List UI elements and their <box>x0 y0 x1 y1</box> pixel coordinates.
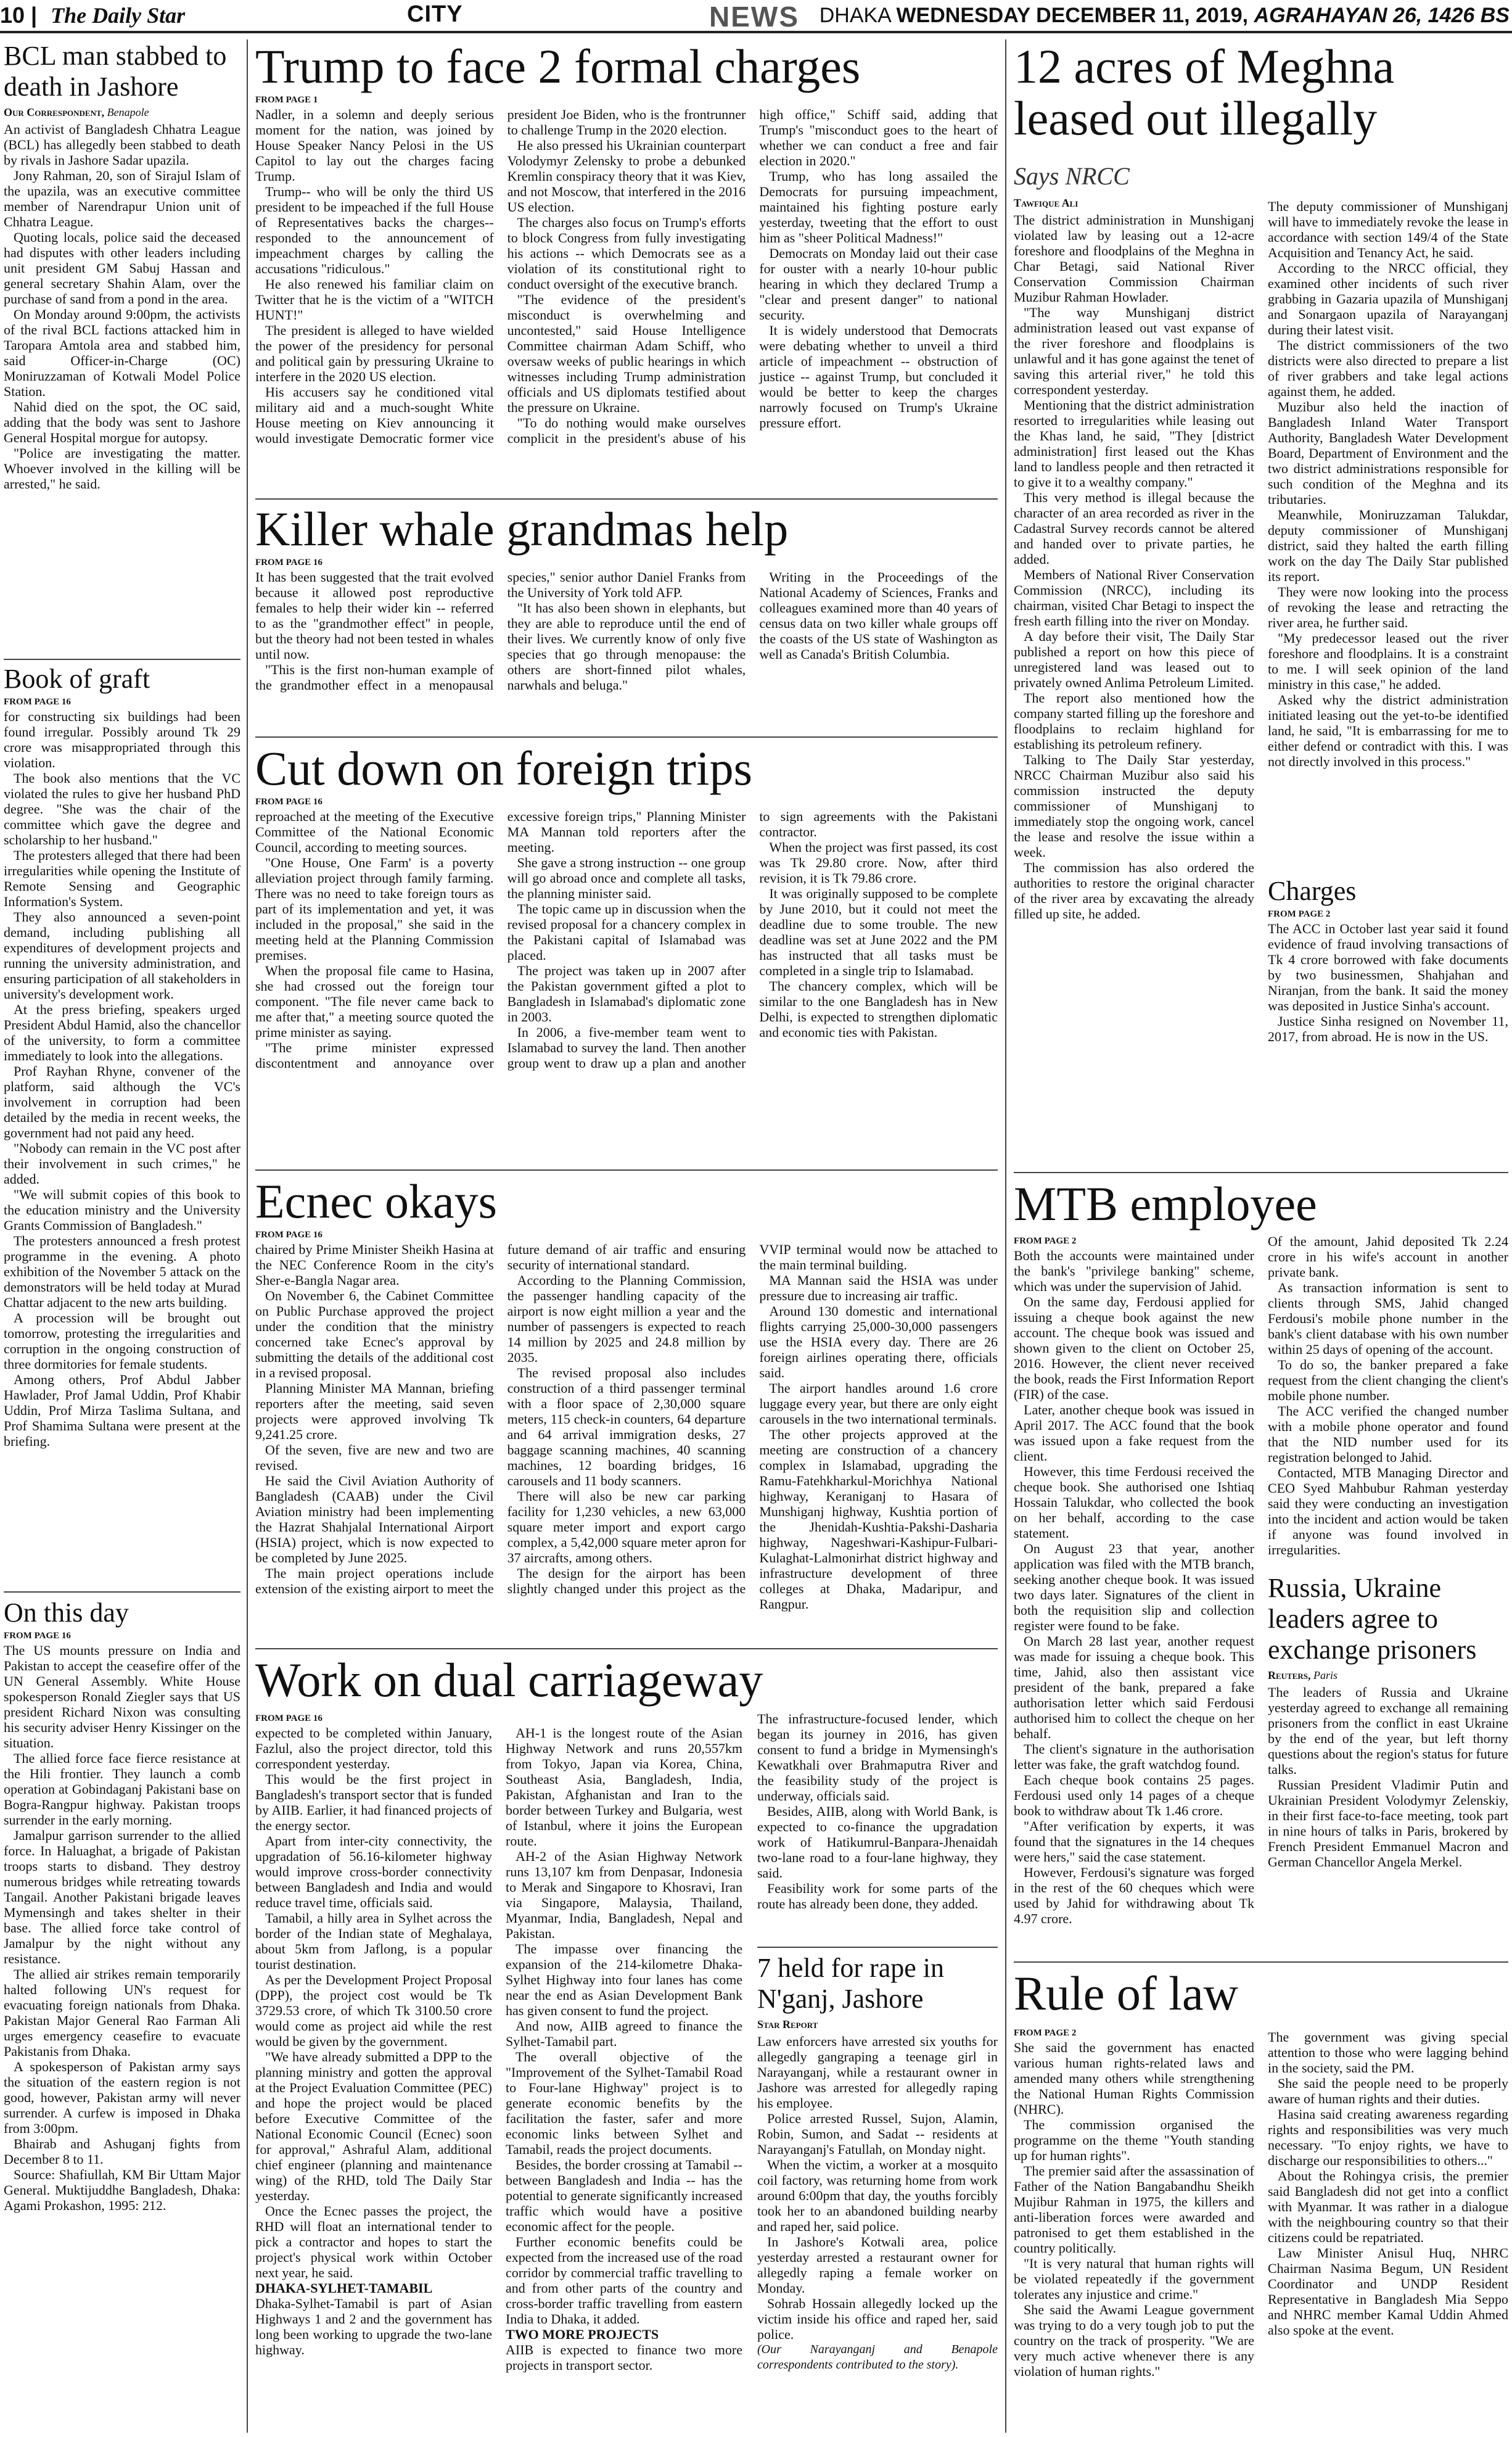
article-trump <box>255 41 998 516</box>
headline: Rule of law <box>1014 1968 1238 2020</box>
article-body: The US mounts pressure on India and Pakistan to accept the ceasefire offer of the UN General Assembly. White House spokesperson Ronald Ziegler says that US president Richard Nixon was consulting his security adviser Henry Kissinger on the situation. The allied force face fierce resistance at the Hili frontier. They launch a comb operation at Gobindaganj Pakistani base on Bogra-Rangpur highway. Pakistan troops surrender in the early morning. Jamalpur garrison surrender to the allied force. In Haluaghat, a brigade of Pakistan troops starts to disband. They destroy numerous bridges while retreating towards Tangail. Another Pakistani brigade leaves Mymensingh and takes shelter in their base. The allied force take control of Jamalpur by the night without any resistance. The allied air strikes remain temporarily halted following UN's request for evacuating foreign nationals from Dhaka. Pakistan Major General Rao Farman Ali urges emergency ceasefire to evacuate Pakistanis from Dhaka. A spokesperson of Pakistan army says the situation of the eastern region is not good, however, Pakistan army will never surrender. A curfew is imposed in Dhaka from 3:00pm. Bhairab and Ashuganj fights from December 8 to 11. Source: Shafiullah, KM Bir Uttam Major General. Muktijuddhe Bangladesh, Dhaka: Agami Prokashon, 1995: 212. <box>4 1643 240 2213</box>
page-masthead <box>0 0 1512 33</box>
article-meghna-continued <box>1268 199 1508 871</box>
byline: Reuters, Paris <box>1268 1669 1338 1681</box>
headline: Russia, Ukraine leaders agree to exchange prisoners <box>1268 1573 1477 1665</box>
article-killer-whale <box>255 503 998 732</box>
section-divider <box>255 1648 998 1649</box>
article-on-this-day <box>4 1598 240 2430</box>
section-label: CITY <box>407 1 463 27</box>
article-body: expected to be completed within January, Fazlul, also the project director, told this correspondent yesterday. This would be the first project in Bangladesh's transport sector that is funded by AIIB. Earlier, it had financed projects of the energy sector. Apart from inter-city connectivity, the upgradation of 56.16-kilometer highway would improve cross-border connectivity between Bangladesh and India and would reduce travel time, officials said. Tamabil, a hilly area in Sylhet across the border of the Indian state of Meghalaya, about 5km from Jaflong, is a popular tourist destination. As per the Development Project Proposal (DPP), the project cost would be Tk 3729.53 crore, of which Tk 3100.50 crore would come as project aid while the rest would be given by the government. "We have already submitted a DPP to the planning ministry and gotten the approval at the Project Evaluation Committee (PEC) and hope the project would be placed before Executive Committee of the National Economic Council (Ecnec) soon for approval," Ashraful Alam, additional chief engineer (planning and maintenance wing) of the RHD, told The Daily Star yesterday. Once the Ecnec passes the project, the RHD will float an international tender to pick a contractor and hopes to start the project's physical work within October next year, he said. DHAKA-SYLHET-TAMABIL Dhaka-Sylhet-Tamabil is part of Asian Highways 1 and 2 and the government has long been working to upgrade the two-lane highway. AH-1 is the longest route of the Asian Highway Network and runs 20,557km from Tokyo, Japan via Korea, China, Southeast Asia, Bangladesh, India, Pakistan, Afghanistan and Iran to the border between Turkey and Bulgaria, west of Istanbul, where it joins the European route. AH-2 of the Asian Highway Network runs 13,107 km from Denpasar, Indonesia to Merak and Singapore to Khosravi, Iran via Singapore, Malaysia, Thailand, Myanmar, India, Bangladesh, Nepal and Pakistan. The impasse over financing the expansion of the 214-kilometre Dhaka-Sylhet Highway into four lanes has come near the end as Asian Development Bank has given consent to fund the project. And now, AIIB agreed to finance the Sylhet-Tamabil part. The overall objective of the "Improvement of the Sylhet-Tamabil Road to Four-lane Highway" project is to generate economic benefits by the facilitation the faster, safer and more economic links between Sylhet and Tamabil, reads the project documents. Besides, the border crossing at Tamabil -- between Bangladesh and India -- has the potential to generate significantly increased traffic which would have a positive economic affect for the people. Further economic benefits could be expected from the increased use of the road corridor by commercial traffic travelling to and from other parts of the country and cross-border traffic travelling from eastern India to Dhaka, it added. TWO MORE PROJECTS AIIB is expected to finance two more projects in transport sector. <box>255 1725 742 2373</box>
column-divider <box>1005 39 1006 2433</box>
masthead-left: 10 | The Daily Star <box>0 2 186 28</box>
article-body: chaired by Prime Minister Sheikh Hasina at the NEC Conference Room in the city's Sher-e-Bangla Nagar area. On November 6, the Cabinet Committee on Public Purchase approved the project under the condition that the ministry concerned take Ecnec's approval by submitting the details of the additional cost in a revised proposal. Planning Minister MA Mannan, briefing reporters after the meeting, said seven projects were approved involving Tk 9,241.25 crore. Of the seven, five are new and two are revised. He said the Civil Aviation Authority of Bangladesh (CAAB) under the Civil Aviation ministry had been implementing the Hazrat Shahjalal International Airport (HSIA) project, which is now expected to be completed by June 2025. The main project operations include extension of the existing airport to meet the future demand of air traffic and ensuring security of international standard. According to the Planning Commission, the passenger handling capacity of the airport is now eight million a year and the number of passengers is expected to reach 14 million by 2025 and 24.8 million by 2035. The revised proposal also includes construction of a third passenger terminal with a floor space of 2,30,000 square meters, 115 check-in counters, 64 departure and 64 arrival immigration desks, 27 baggage scanning machines, 40 scanning machines, 12 boarding bridges, 16 carousels and 11 body scanners. There will also be new car parking facility for 1,230 vehicles, a new 63,000 square meter import and export cargo complex, a 5,42,000 square meter apron for 37 aircrafts, among others. The design for the airport has been slightly changed under this project as the VVIP terminal would now be attached to the main terminal building. MA Mannan said the HSIA was under pressure due to increasing air traffic. Around 130 domestic and international flights carrying 25,000-30,000 passengers use the HSIA every day. There are 26 foreign airlines operating there, officials said. The airport handles around 1.6 crore luggage every year, but there are only eight carousels in the two international terminals. The other projects approved at the meeting are construction of a chancery complex in Islamabad, upgrading the Ramu-Fatehkharkul-Morichhya National highway, Keraniganj to Hasara of Munshiganj highway, Kushtia portion of the Jhenidah-Kushtia-Pakshi-Dasharia highway, Nageshwari-Kashipur-Fulbari-Kulaghat-Lalmonirhat district highway and infrastructure development of three colleges at Dhaka, Madaripur, and Rangpur. <box>255 1242 998 1612</box>
jump-line: FROM PAGE 16 <box>4 1631 71 1641</box>
jump-line: FROM PAGE 2 <box>1268 909 1331 919</box>
jump-line: FROM PAGE 2 <box>1014 1236 1077 1246</box>
article-body: The ACC in October last year said it found evidence of fraud involving transactions of Tk 4 crore borrowed with fake documents by two businessmen, Shahjahan and Niranjan, from the bank. It said the money was deposited in Justice Sinha's account. Justice Sinha resigned on November 11, 2017, from abroad. He is now in the US. <box>1268 921 1508 1044</box>
article-dual-carriageway-continued <box>757 1711 998 1958</box>
article-rule-of-law <box>1014 2026 1254 2430</box>
byline: Tawfique Ali <box>1014 197 1079 209</box>
article-foreign-trips <box>255 743 998 1162</box>
subtitle: Says NRCC <box>1014 162 1130 190</box>
headline: Cut down on foreign trips <box>255 743 752 795</box>
jump-line: FROM PAGE 16 <box>255 558 323 567</box>
section-divider <box>757 1947 998 1948</box>
headline: Book of graft <box>4 664 150 694</box>
headline: Trump to face 2 formal charges <box>255 41 861 93</box>
headline: Charges <box>1268 876 1357 906</box>
article-mtb-continued <box>1268 1234 1508 1567</box>
section-divider <box>255 498 998 500</box>
headline-dual-carriageway <box>255 1654 998 1716</box>
page-number: 10 <box>0 2 25 28</box>
article-rape <box>757 1953 998 2430</box>
headline: 7 held for rape in N'ganj, Jashore <box>757 1953 944 2014</box>
article-ecnec <box>255 1176 998 1669</box>
article-meghna <box>1014 158 1254 1169</box>
article-russia-ukraine <box>1268 1573 1508 1961</box>
byline: Our Correspondent, Benapole <box>4 106 149 118</box>
section-divider <box>255 736 998 738</box>
section-divider <box>4 1591 240 1593</box>
column-divider <box>247 39 248 2433</box>
jump-line: FROM PAGE 16 <box>255 797 323 807</box>
headline-rule-of-law <box>1014 1968 1507 2029</box>
section-divider <box>1014 1961 1508 1963</box>
article-body: She said the government has enacted various human rights-related laws and amended many others while strengthening the National Human Rights Commission (NHRC). The commission organised the programme on the theme "Youth standing up for human rights". The premier said after the assassination of Father of the Nation Bangabandhu Sheikh Mujibur Rahman in 1975, the killers and anti-liberation forces were awarded and patronised to get them established in the country politically. "It is very natural that human rights will be violated repeatedly if the government tolerates any injustice and crime." She said the Awami League government was trying to do a very tough job to put the country on the track of prosperity. "We are very much active whenever there is any violation of human rights." <box>1014 2040 1254 2379</box>
article-mtb <box>1014 1234 1254 1949</box>
section-divider <box>4 659 240 660</box>
headline: 12 acres of Meghna leased out illegally <box>1014 41 1395 145</box>
article-body: Of the amount, Jahid deposited Tk 2.24 crore in his wife's account in another private bank. As transaction information is sent to clients through SMS, Jahid changed Ferdousi's mobile phone number in the bank's client database with his own number within 25 days of opening of the account. To do so, the banker prepared a fake request from the client changing the client's mobile phone number. The ACC verified the changed number with a mobile phone operator and found that the NID number used for its registration belonged to Jahid. Contacted, MTB Managing Director and CEO Syed Mahbubur Rahman yesterday said they were conducting an investigation into the incident and action would be taken if anyone was found involved in irregularities. <box>1268 1234 1508 1557</box>
headline: Ecnec okays <box>255 1176 497 1228</box>
jump-line: FROM PAGE 16 <box>255 1713 323 1723</box>
headline: BCL man stabbed to death in Jashore <box>4 41 227 102</box>
article-bcl <box>4 41 240 670</box>
article-graft <box>4 664 240 1614</box>
jump-line: FROM PAGE 16 <box>255 1230 323 1240</box>
headline: MTB employee <box>1014 1178 1317 1231</box>
article-body: An activist of Bangladesh Chhatra League (BCL) has allegedly been stabbed to death by rivals in Jashore Sadar upazila. Jony Rahman, 20, son of Sirajul Islam of the upazila, was an executive committee member of Narendrapur Union unit of Chhatra League. Quoting locals, police said the deceased had disputes with other leaders including unit president GM Sabuj Hassan and general secretary Shahin Alam, over the purchase of sand from a pond in the area. On Monday around 9:00pm, the activists of the rival BCL factions attacked him in Taropara Amtola area and stabbed him, said Officer-in-Charge (OC) Moniruzzaman of Kotwali Model Police Station. Nahid died on the spot, the OC said, adding that the body was sent to Jashore General Hospital morgue for autopsy. "Police are investigating the matter. Whoever involved in the killing will be arrested," he said. <box>4 122 240 492</box>
byline: Star Report <box>757 2018 818 2031</box>
headline-mtb <box>1014 1178 1507 1237</box>
headline: Killer whale grandmas help <box>255 503 789 556</box>
section-label-news: NEWS <box>709 1 799 33</box>
section-divider <box>255 1169 998 1171</box>
article-rule-of-law-continued <box>1268 2029 1508 2430</box>
jump-line: FROM PAGE 1 <box>255 95 318 105</box>
article-body: Law enforcers have arrested six youths for allegedly gangraping a teenage girl in Narayanganj, while a restaurant owner in Jashore was arrested for allegedly raping his employee. Police arrested Russel, Sujon, Alamin, Robin, Sumon, and Sadat -- residents at Narayanganj's Fatullah, on Monday night. When the victim, a worker at a mosquito coil factory, was returning home from work around 6:00pm that day, the youths forcibly took her to an abandoned building nearby and raped her, said police. In Jashore's Kotwali area, police yesterday arrested a restaurant owner for allegedly raping a female worker on Monday. Sohrab Hossain allegedly locked up the victim inside his office and raped her, said police. (Our Narayanganj and Benapole correspondents contributed to the story). <box>757 2034 998 2372</box>
article-body: It has been suggested that the trait evolved because it allowed post reproductive females to help their wider kin -- referred to as the "grandmother effect" in people, but the theory had not been tested in whales until now. "This is the first non-human example of the grandmother effect in a menopausal species," senior author Daniel Franks from the University of York told AFP. "It has also been shown in elephants, but they are able to reproduce until the end of their lives. We currently know of only five species that go through menopause: the others are short-finned pilot whales, narwhals and beluga." Writing in the Proceedings of the National Academy of Sciences, Franks and colleagues examined more than 40 years of census data on two killer whale groups off the coasts of the US state of Washington as well as Canada's British Columbia. <box>255 569 998 693</box>
section-divider <box>1014 1172 1508 1173</box>
article-body: Nadler, in a solemn and deeply serious moment for the nation, was joined by House Speaker Nancy Pelosi in the US Capitol to lay out the charges facing Trump. Trump-- who will be only the third US president to be impeached if the full House of Representatives backs the charges--responded to the announcement of impeachment charges by calling the accusations "ridiculous." He also renewed his familiar claim on Twitter that he is the victim of a "WITCH HUNT!" The president is alleged to have wielded the power of the presidency for personal and political gain by pressuring Ukraine to interfere in the 2020 US election. His accusers say he conditioned vital military aid and a much-sought White House meeting on Kiev announcing it would investigate Democratic former vice president Joe Biden, who is the frontrunner to challenge Trump in the 2020 election. He also pressed his Ukrainian counterpart Volodymyr Zelensky to probe a debunked Kremlin conspiracy theory that it was Kiev, and not Moscow, that interfered in the 2016 US election. The charges also focus on Trump's efforts to block Congress from fully investigating his actions -- which Democrats see as a violation of its constitutional right to conduct oversight of the executive branch. "The evidence of the president's misconduct is overwhelming and uncontested," said House Intelligence Committee chairman Adam Schiff, who oversaw weeks of public hearings in which witnesses including Trump administration officials and US diplomats testified about the pressure on Ukraine. "To do nothing would make ourselves complicit in the president's abuse of his high office," Schiff said, adding that Trump's "misconduct goes to the heart of whether we can conduct a free and fair election in 2020." Trump, who has long assailed the Democrats for pursuing impeachment, maintained his fighting posture early yesterday, tweeting that the effort to oust him as "sheer Political Madness!" Democrats on Monday laid out their case for ouster with a nearly 10-hour public hearing in which they declared Trump a "clear and present danger" to national security. It is widely understood that Democrats were debating whether to unveil a third article of impeachment -- obstruction of justice -- against Trump, but concluded it would be better to keep the charges narrowly focused on Trump's Ukraine pressure effort. <box>255 107 998 446</box>
dateline: DHAKA WEDNESDAY DECEMBER 11, 2019, AGRAHAYAN 26, 1426 BS <box>819 4 1510 27</box>
headline: Work on dual carriageway <box>255 1654 763 1707</box>
article-charges <box>1268 876 1508 1166</box>
article-body: The infrastructure-focused lender, which began its journey in 2016, has given consent to fund a bridge in Mymensingh's Kewatkhali over Brahmaputra River and the feasibility study of the project is underway, officials said. Besides, AIIB, along with World Bank, is expected to co-finance the upgradation work of Hatikumrul-Banpara-Jhenaidah two-lane road to a four-lane highway, they said. Feasibility work for some parts of the route has already been done, they added. <box>757 1711 998 1911</box>
paper-name: The Daily Star <box>51 3 186 28</box>
article-body: The leaders of Russia and Ukraine yesterday agreed to exchange all remaining prisoners from the conflict in east Ukraine by the end of the year, but left thorny questions about the region's status for future talks. Russian President Vladimir Putin and Ukrainian President Volodymyr Zelenskiy, in their first face-to-face meeting, took part in nine hours of talks in Paris, brokered by French President Emmanuel Macron and German Chancellor Angela Merkel. <box>1268 1684 1508 1870</box>
article-body: The government was giving special attention to those who were lagging behind in the society, said the PM. She said the people need to be properly aware of human rights and their duties. Hasina said creating awareness regarding rights and responsibilities was very much necessary. "To enjoy rights, we have to discharge our responsibilities to others..." About the Rohingya crisis, the premier said Bangladesh did not get into a conflict with Myanmar. It was rather in a dialogue with the neighbouring country so that their citizens could be repatriated. Law Minister Anisul Huq, NHRC Chairman Nasima Begum, UN Resident Coordinator and UNDP Resident Representative in Bangladesh Mia Seppo and NHRC member Kamal Uddin Ahmed also spoke at the event. <box>1268 2029 1508 2338</box>
article-body: reproached at the meeting of the Executive Committee of the National Economic Council, according to meeting sources. "One House, One Farm' is a poverty alleviation project through family farming. There was no need to take foreign tours as part of its implementation and yet, it was included in the proposal," she said in the meeting held at the Planning Commission premises. When the proposal file came to Hasina, she had crossed out the foreign tour component. "The file never came back to me after that," a meeting source quoted the prime minister as saying. "The prime minister expressed discontentment and annoyance over excessive foreign trips," Planning Minister MA Mannan told reporters after the meeting. She gave a strong instruction -- one group will go abroad once and complete all tasks, the planning minister said. The topic came up in discussion when the revised proposal for a chancery complex in the Pakistani capital of Islamabad was placed. The project was taken up in 2007 after the Pakistan government gifted a plot to Bangladesh in Islamabad's diplomatic zone in 2003. In 2006, a five-member team went to Islamabad to survey the land. Then another group went to draw up a plan and another to sign agreements with the Pakistani contractor. When the project was first passed, its cost was Tk 29.80 crore. Now, after third revision, it is Tk 79.86 crore. It was originally supposed to be complete by June 2010, but it could not meet the deadline due to some trouble. The new deadline was set at June 2022 and the PM has instructed that all tasks must be completed in a single trip to Islamabad. The chancery complex, which will be similar to the one Bangladesh has in New Delhi, is expected to strengthen diplomatic and economic ties with Pakistan. <box>255 809 998 1071</box>
article-body: The district administration in Munshiganj violated law by leasing out a 12-acre foreshore and floodplains of the Meghna in Char Betagi, said National River Conservation Commission Chairman Muzibur Rahman Howlader. "The way Munshiganj district administration leased out vast expanse of the river foreshore and floodplains is unlawful and it has gone against the tenet of saving this arterial river," he told this correspondent yesterday. Mentioning that the district administration resorted to irregularities while leasing out the Khas land, he said, "They [district administration] first leased out the Khas land to landless people and then retracted it to give it to a wealthy company." This very method is illegal because the character of an area recorded as river in the Cadastral Survey records cannot be altered and handed over to private parties, he added. Members of National River Conservation Commission (NRCC), including its chairman, visited Char Betagi to inspect the fresh earth filling into the river on Monday. A day before their visit, The Daily Star published a report on how this piece of unregistered land was leased out to privately owned Anlima Petroleum Limited. The report also mentioned how the company started filling up the foreshore and floodplains to reclaim highland for establishing its petroleum refinery. Talking to The Daily Star yesterday, NRCC Chairman Muzibur also said his commission instructed the deputy commissioner of Munshiganj to immediately stop the ongoing work, cancel the lease and resolve the issue within a week. The commission has also ordered the authorities to restore the original character of the river area by excavating the already filled up site, he added. <box>1014 212 1254 922</box>
article-dual-carriageway <box>255 1711 742 2430</box>
article-body: The deputy commissioner of Munshiganj will have to immediately revoke the lease in accordance with section 149/4 of the State Acquisition and Tenancy Act, he said. According to the NRCC official, they examined other incidents of such river grabbing in Gazaria upazila of Munshiganj and Sonargaon upazila of Narayanganj during their latest visit. The district commissioners of the two districts were also directed to prepare a list of river grabbers and take legal actions against them, he added. Muzibur also held the inaction of Bangladesh Inland Water Transport Authority, Bangladesh Water Development Board, Department of Environment and the two district administrations responsible for such condition of the Meghna and its tributaries. Meanwhile, Moniruzzaman Talukdar, deputy commissioner of Munshiganj district, said they halted the earth filling work on the day The Daily Star published its report. They were now looking into the process of revoking the lease and retracting the river area, he further said. "My predecessor leased out the river foreshore and floodplains. It is a constraint to me. I will seek opinion of the land ministry in this case," he added. Asked why the district administration initiated leasing out the yet-to-be identified land, he said, "It is embarrassing for me to either defend or contradict with this. I was not directly involved in this process." <box>1268 199 1508 769</box>
headline: On this day <box>4 1598 129 1628</box>
jump-line: FROM PAGE 16 <box>4 697 71 707</box>
article-body: Both the accounts were maintained under the bank's "privilege banking" scheme, which was under the supervision of Jahid. On the same day, Ferdousi applied for issuing a cheque book against the new account. The cheque book was issued and shown given to the client on October 25, 2016. However, the client never received the book, reads the First Information Report (FIR) of the case. Later, another cheque book was issued in April 2017. The ACC found that the book was issued upon a fake request from the client. However, this time Ferdousi received the cheque book. She authorised one Ishtiaq Hossain Talukdar, who collected the book on her behalf, according to the case statement. On August 23 that year, another application was filed with the MTB branch, seeking another cheque book. It was issued two days later. Signatures of the client in both the requisition slip and collection register were found to be fake. On March 28 last year, another request was made for issuing a cheque book. This time, Jahid, also then assistant vice president of the bank, prepared a fake authorisation letter which said Ferdousi authorised him to collect the cheque on her behalf. The client's signature in the authorisation letter was fake, the graft watchdog found. Each cheque book contains 25 pages. Ferdousi used only 14 pages of a cheque book to withdraw about Tk 1.46 crore. "After verification by experts, it was found that the signatures in the 14 cheques were hers," said the case statement. However, Ferdousi's signature was forged in the rest of the 60 cheques which were used by Jahid for withdrawing about Tk 4.97 crore. <box>1014 1248 1254 1926</box>
jump-line: FROM PAGE 2 <box>1014 2028 1077 2038</box>
headline-meghna <box>1014 41 1507 158</box>
article-body: for constructing six buildings had been found irregular. Possibly around Tk 29 crore was misappropriated through this violation. The book also mentions that the VC violated the rules to give her husband PhD degree. "She was the chair of the committee which gave the degree and scholarship to her husband." The protesters alleged that there had been irregularities while opening the Institute of Remote Sensing and Geographic Information's System. They also announced a seven-point demand, including publishing all expenditures of development projects and running the university administration, and ensuring participation of all stakeholders in university's development work. At the press briefing, speakers urged President Abdul Hamid, also the chancellor of the university, to form a committee immediately to look into the allegations. Prof Rayhan Rhyne, convener of the platform, said although the VC's involvement in corruption had been detailed by the media in recent weeks, the government had not paid any heed. "Nobody can remain in the VC post after their involvement in such crimes," he added. "We will submit copies of this book to the education ministry and the University Grants Commission of Bangladesh." The protesters announced a fresh protest programme in the evening. A photo exhibition of the November 5 attack on the demonstrators will be held today at Murad Chattar adjacent to the new arts building. A procession will be brought out tomorrow, protesting the irregularities and corruption in the ongoing construction of three dormitories for female students. Among others, Prof Abdul Jabber Hawlader, Prof Jamal Uddin, Prof Khabir Uddin, Prof Mirza Taslima Sultana, and Prof Shamima Sultana were present at the briefing. <box>4 709 240 1449</box>
